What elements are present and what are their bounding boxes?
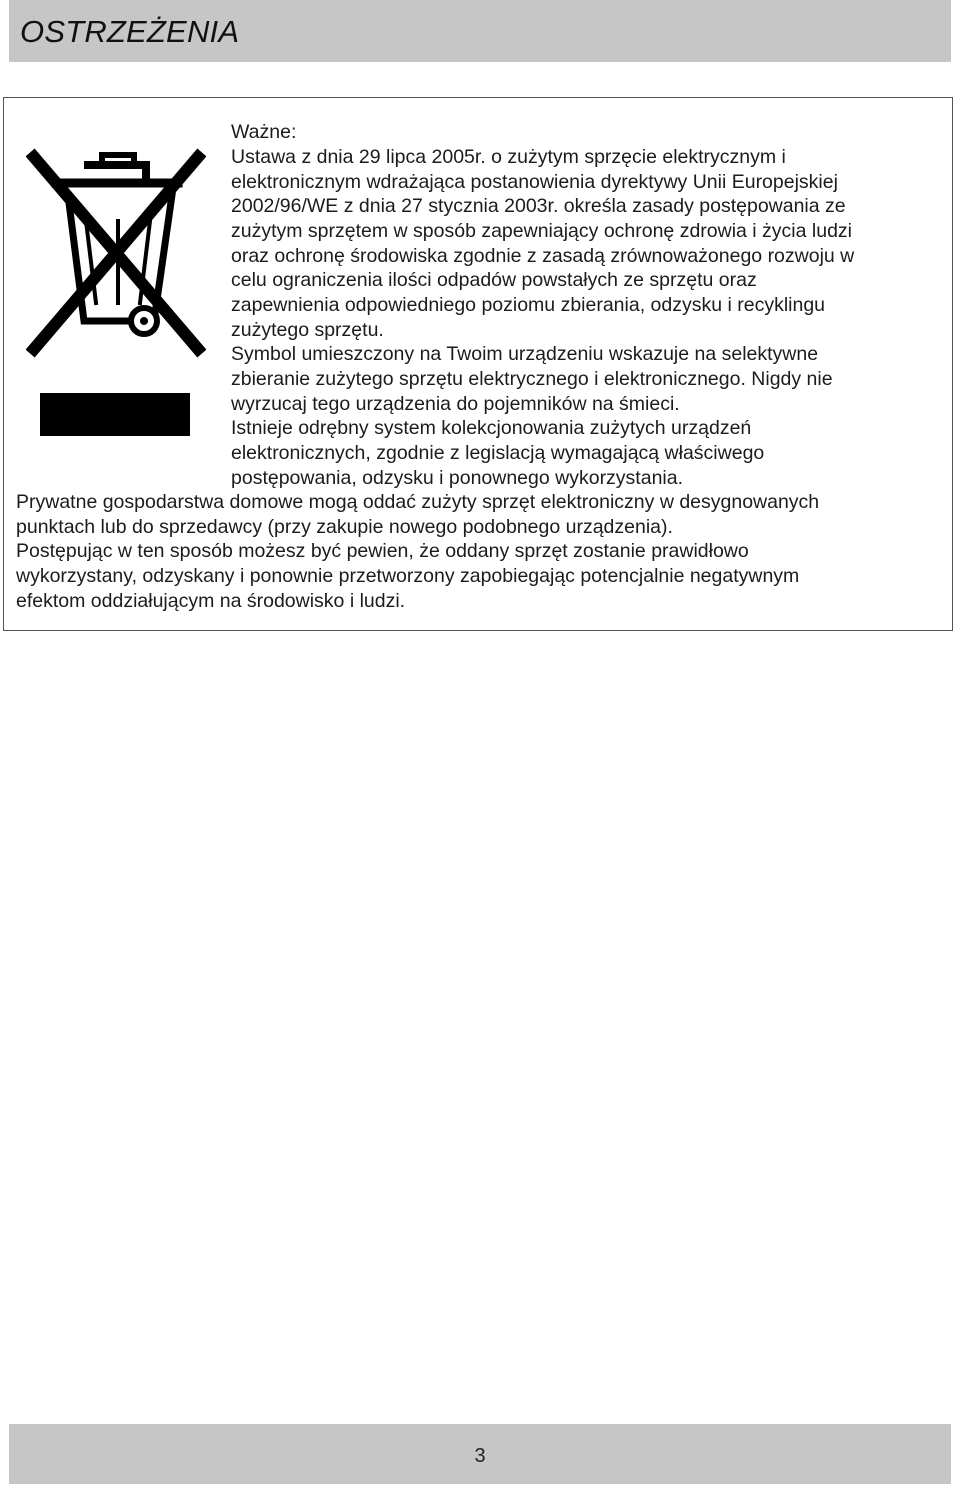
notice-line: Postępując w ten sposób możesz być pewien, że oddany sprzęt zostanie prawidłowo	[16, 540, 749, 562]
page-title: OSTRZEŻENIA	[20, 14, 240, 49]
notice-line: Ważne:	[231, 121, 297, 143]
notice-line: Ustawa z dnia 29 lipca 2005r. o zużytym sprzęcie elektrycznym i	[231, 146, 786, 168]
notice-line: Prywatne gospodarstwa domowe mogą oddać zużyty sprzęt elektroniczny w desygnowanych	[16, 491, 820, 513]
notice-line: zużytego sprzętu.	[231, 319, 384, 341]
notice-line: Istnieje odrębny system kolekcjonowania zużytych urządzeń	[231, 417, 752, 439]
notice-line: zbieranie zużytego sprzętu elektrycznego i elektronicznego. Nigdy nie	[231, 368, 833, 390]
notice-line: 2002/96/WE z dnia 27 stycznia 2003r. określa zasady postępowania ze	[231, 195, 846, 217]
notice-line: Symbol umieszczony na Twoim urządzeniu wskazuje na selektywne	[231, 343, 819, 365]
notice-line: zapewnienia odpowiedniego poziomu zbierania, odzysku i recyklingu	[231, 294, 826, 316]
notice-line: oraz ochronę środowiska zgodnie z zasadą zrównoważonego rozwoju w	[231, 245, 855, 267]
notice-line: elektronicznych, zgodnie z legislacją wymagającą właściwego	[231, 442, 765, 464]
crossed-out-wheeled-bin-icon	[26, 143, 206, 363]
page-header	[9, 0, 951, 62]
notice-line: wyrzucaj tego urządzenia do pojemników na śmieci.	[231, 393, 680, 415]
page-number: 3	[474, 1445, 486, 1467]
notice-line: postępowania, odzysku i ponownego wykorzystania.	[231, 467, 684, 489]
weee-black-bar	[40, 393, 190, 436]
page-footer	[9, 1424, 951, 1484]
notice-line: efektom oddziałującym na środowisko i ludzi.	[16, 590, 406, 612]
notice-line: zużytym sprzętem w sposób zapewniający ochronę zdrowia i życia ludzi	[231, 220, 853, 242]
notice-line: wykorzystany, odzyskany i ponownie przetworzony zapobiegając potencjalnie negatywnym	[16, 565, 800, 587]
notice-line: elektronicznym wdrażająca postanowienia dyrektywy Unii Europejskiej	[231, 171, 838, 193]
notice-line: punktach lub do sprzedawcy (przy zakupie nowego podobnego urządzenia).	[16, 516, 673, 538]
notice-line: celu ograniczenia ilości odpadów powstałych ze sprzętu oraz	[231, 269, 757, 291]
